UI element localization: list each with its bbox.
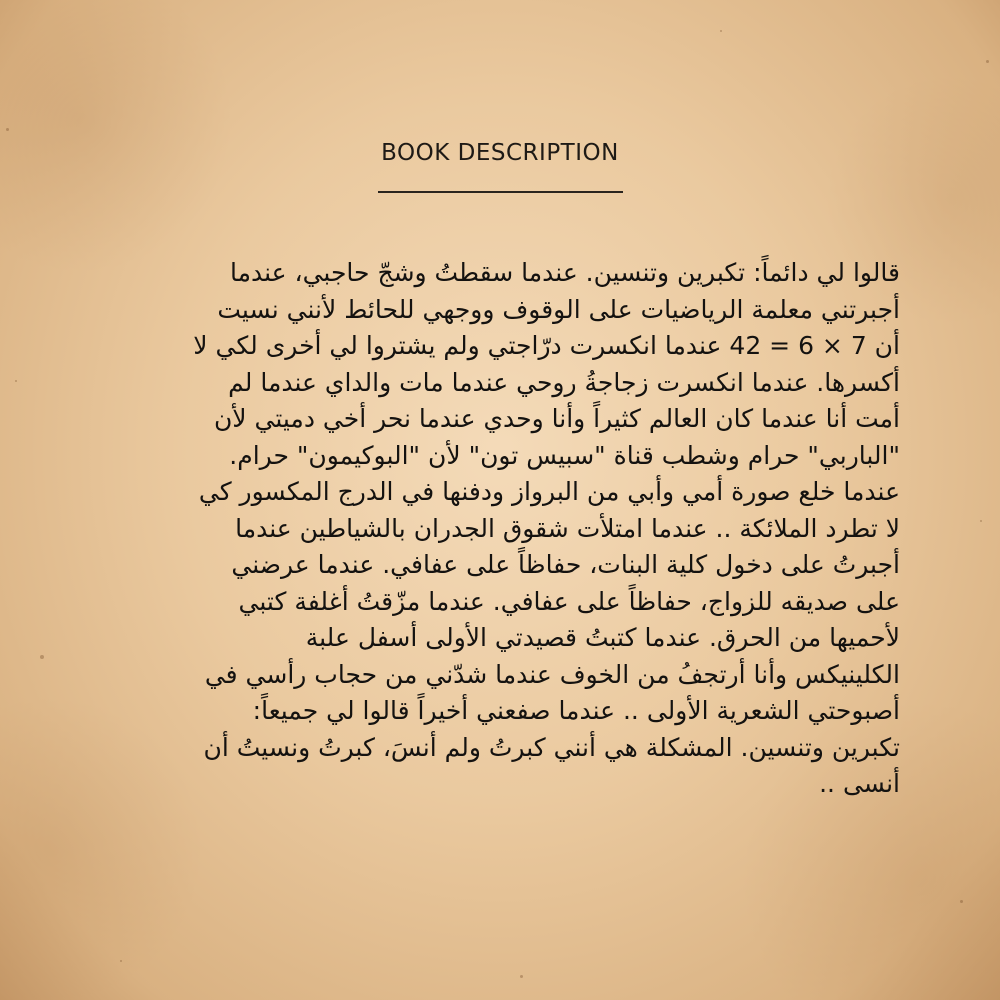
description-line: أنسى ..: [819, 769, 900, 798]
description-line: "الباربي" حرام وشطب قناة "سبيس تون" لأن "البوكيمون" حرام.: [229, 440, 900, 470]
paper-speck: [15, 380, 17, 382]
description-line: تكبرين وتنسين. المشكلة هي أنني كبرتُ ولم أنسَ، كبرتُ ونسيتُ أن: [203, 732, 900, 762]
description-line: أجبرتُ على دخول كلية البنات، حفاظاً على عفافي. عندما عرضني: [231, 550, 900, 579]
description-line: عندما خلع صورة أمي وأبي من البرواز ودفنها في الدرج المكسور كي: [198, 477, 900, 506]
description-line: أكسرها. عندما انكسرت زجاجةُ روحي عندما مات والداي عندما لم: [228, 367, 900, 397]
paper-speck: [520, 975, 523, 978]
description-line: أجبرتني معلمة الرياضيات على الوقوف ووجهي للحائط لأنني نسيت: [217, 294, 900, 324]
description-line: على صديقه للزواج، حفاظاً على عفافي. عندما مزّقتُ أغلفة كتبي: [238, 586, 900, 616]
description-line: قالوا لي دائماً: تكبرين وتنسين. عندما سقطتُ وشجّ حاجبي، عندما: [229, 258, 900, 287]
paper-speck: [6, 128, 9, 131]
description-line: أصبوحتي الشعرية الأولى .. عندما صفعني أخيراً قالوا لي جميعاً:: [252, 696, 900, 725]
book-description-text: [100, 255, 900, 803]
description-line: لا تطرد الملائكة .. عندما امتلأت شقوق الجدران بالشياطين عندما: [235, 513, 900, 543]
paper-speck: [120, 960, 122, 962]
description-line: أن 7 × 6 = 42 عندما انكسرت درّاجتي ولم يشتروا لي أخرى لكي لا: [193, 331, 900, 360]
paper-speck: [40, 655, 44, 659]
section-heading: BOOK DESCRIPTION: [381, 140, 619, 166]
heading-underline: [378, 191, 623, 193]
description-line: لأحميها من الحرق. عندما كتبتُ قصيدتي الأولى أسفل علبة: [305, 623, 900, 652]
paper-speck: [960, 900, 963, 903]
paper-speck: [986, 60, 989, 63]
paper-speck: [720, 30, 722, 32]
paper-speck: [980, 520, 982, 522]
description-line: الكلينيكس وأنا أرتجفُ من الخوف عندما شدّني من حجاب رأسي في: [204, 659, 900, 689]
description-line: أمت أنا عندما كان العالم كثيراً وأنا وحدي عندما نحر أخي دميتي لأن: [213, 404, 900, 433]
